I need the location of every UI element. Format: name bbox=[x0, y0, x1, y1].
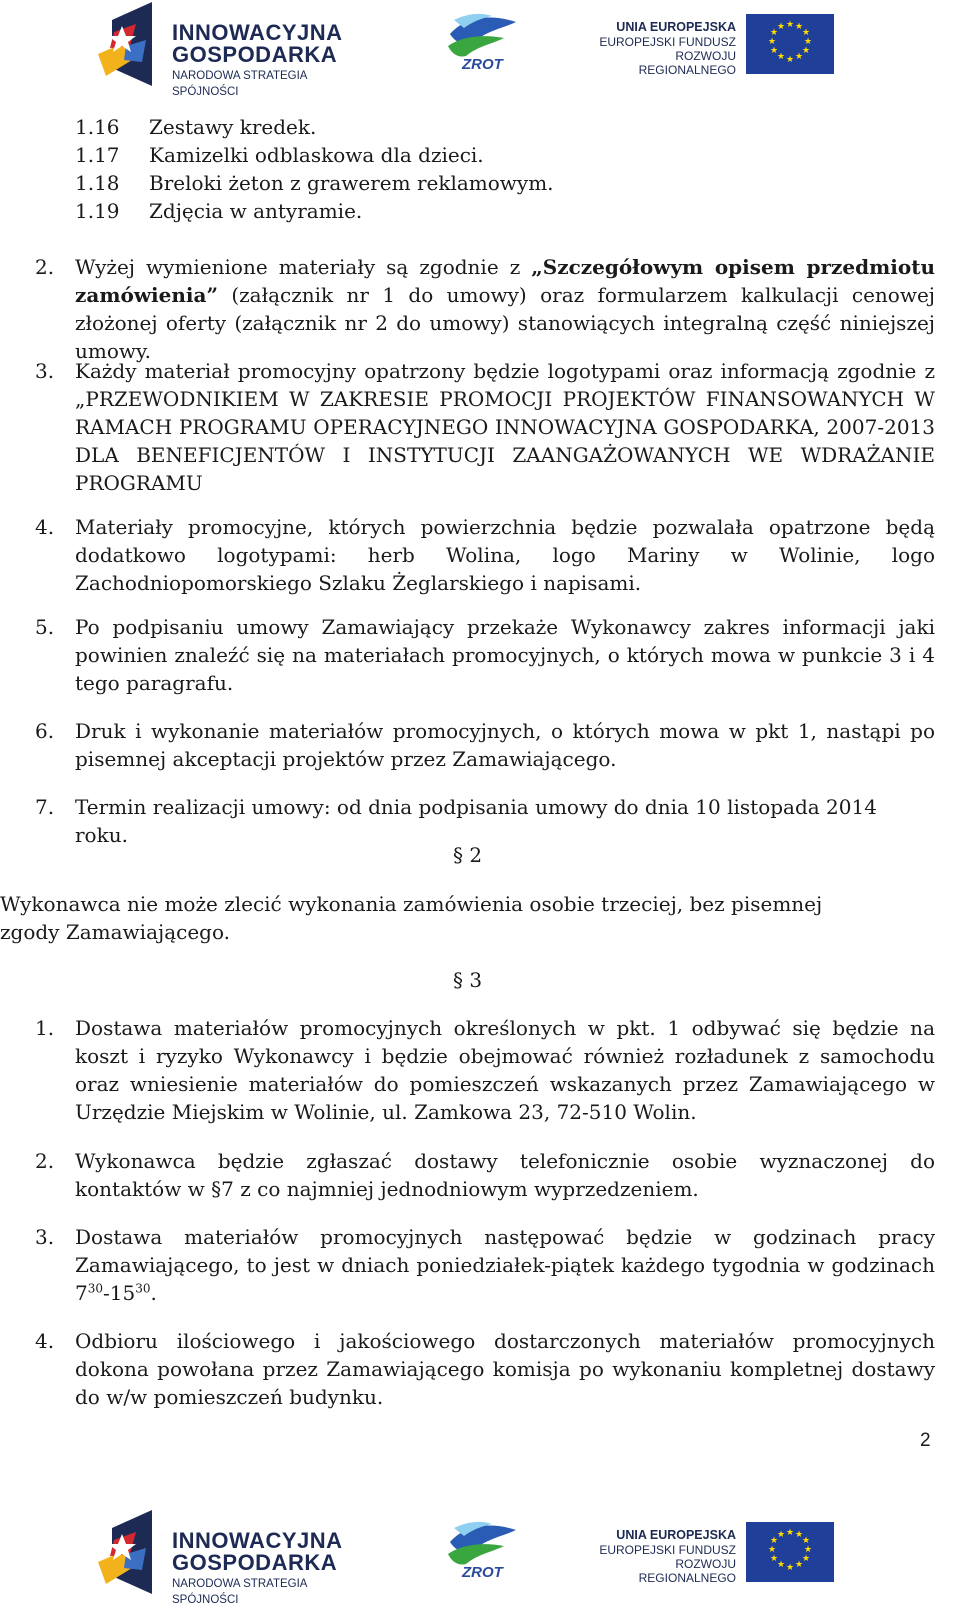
svg-text:★: ★ bbox=[776, 22, 786, 32]
innowacyjna-gospodarka-emblem-icon bbox=[96, 2, 166, 88]
zrot-logo-text: ZROT bbox=[462, 56, 503, 73]
svg-text:★: ★ bbox=[767, 37, 777, 47]
list-item: 1.19 Zdjęcia w antyramie. bbox=[75, 199, 363, 223]
svg-text:★: ★ bbox=[803, 37, 813, 47]
zrot-logo bbox=[444, 12, 522, 78]
svg-text:★: ★ bbox=[801, 1536, 811, 1546]
section-3-heading: § 3 bbox=[453, 968, 483, 992]
eu-logo-line2: EUROPEJSKI FUNDUSZ bbox=[599, 1543, 736, 1557]
bold-reference: „Szczegółowym opisem przedmiotu zamówienia” bbox=[75, 255, 935, 307]
list-item: 2. Wykonawca będzie zgłaszać dostawy telefonicznie osobie wyznaczonej do kontaktów w §7 z co najmniej jednodniowym wyprzedzeniem. bbox=[35, 1149, 935, 1201]
svg-text:★: ★ bbox=[769, 1536, 779, 1546]
ig-logo-line3: NARODOWA STRATEGIA SPÓJNOŚCI bbox=[172, 70, 307, 98]
list-item: 1. Dostawa materiałów promocyjnych określonych w pkt. 1 odbywać się będzie na koszt i ryzyko Wykonawcy i będzie obejmować również rozładunek z samochodu oraz wniesienie materiałów do pomieszczeń wskazanych przez Zamawiającego w Urzędzie Miejskim w Wolinie, ul. Zamkowa 23, 72-510 Wolin. bbox=[35, 1016, 935, 1124]
svg-text:★: ★ bbox=[769, 28, 779, 38]
zrot-logo bbox=[444, 1520, 522, 1586]
svg-text:★: ★ bbox=[767, 1545, 777, 1555]
svg-text:★: ★ bbox=[785, 55, 795, 65]
innowacyjna-gospodarka-logo bbox=[96, 1510, 376, 1606]
list-item: 1.17 Kamizelki odblaskowa dla dzieci. bbox=[75, 143, 484, 167]
list-item: 3. Dostawa materiałów promocyjnych następować będzie w godzinach pracy Zamawiającego, to jest w dniach poniedziałek-piątek każdego tygodnia w godzinach $7^{30}-15^{30}$. bbox=[35, 1225, 935, 1305]
svg-text:★: ★ bbox=[769, 1554, 779, 1564]
svg-text:★: ★ bbox=[801, 46, 811, 56]
svg-text:★: ★ bbox=[794, 52, 804, 62]
list-item: 3. Każdy materiał promocyjny opatrzony będzie logotypami oraz informacją zgodnie z „PRZEWODNIKIEM W ZAKRESIE PROMOCJI PROJEKTÓW FINANSOWANYCH W RAMACH PROGRAMU OPERACYJNEGO INNOWACYJNA GOSPODARKA, 2007-2013 DLA BENEFICJENTÓW I INSTYTUCJI ZAANGAŻOWANYCH WE WDRAŻANIE PROGRAMU bbox=[35, 359, 935, 495]
ig-logo-line1: INNOWACYJNA bbox=[172, 20, 343, 45]
svg-text:★: ★ bbox=[794, 1560, 804, 1570]
ig-logo-line2: GOSPODARKA bbox=[172, 42, 338, 67]
eu-logo-line1: UNIA EUROPEJSKA bbox=[616, 1528, 736, 1542]
svg-text:★: ★ bbox=[776, 52, 786, 62]
ig-logo-line3: NARODOWA STRATEGIA SPÓJNOŚCI bbox=[172, 1578, 307, 1606]
list-item: 6. Druk i wykonanie materiałów promocyjnych, o których mowa w pkt 1, nastąpi po pisemnej akceptacji projektów przez Zamawiającego. bbox=[35, 719, 935, 771]
list-item: 1.16 Zestawy kredek. bbox=[75, 115, 317, 139]
svg-text:★: ★ bbox=[785, 1528, 795, 1538]
svg-text:★: ★ bbox=[769, 46, 779, 56]
list-item: 7. Termin realizacji umowy: od dnia podpisania umowy do dnia 10 listopada 2014 roku. bbox=[35, 795, 877, 847]
eu-logo bbox=[588, 1522, 838, 1584]
eu-logo-line2: EUROPEJSKI FUNDUSZ bbox=[599, 35, 736, 49]
svg-text:★: ★ bbox=[803, 1545, 813, 1555]
eu-logo-line3: ROZWOJU REGIONALNEGO bbox=[638, 1557, 736, 1585]
eu-flag-icon bbox=[746, 14, 834, 74]
list-item: 1.18 Breloki żeton z grawerem reklamowym. bbox=[75, 171, 554, 195]
eu-logo-line3: ROZWOJU REGIONALNEGO bbox=[638, 49, 736, 77]
footer-logos bbox=[0, 1508, 960, 1606]
innowacyjna-gospodarka-logo bbox=[96, 2, 376, 98]
innowacyjna-gospodarka-emblem-icon bbox=[96, 1510, 166, 1596]
svg-text:★: ★ bbox=[785, 20, 795, 30]
list-item: 4. Odbioru ilościowego i jakościowego dostarczonych materiałów promocyjnych dokona powołana przez Zamawiającego komisja po wykonaniu kompletnej dostawy do w/w pomieszczeń budynku. bbox=[35, 1329, 935, 1409]
list-item: 5. Po podpisaniu umowy Zamawiający przekaże Wykonawcy zakres informacji jaki powinien znaleźć się na materiałach promocyjnych, o których mowa w punkcie 3 i 4 tego paragrafu. bbox=[35, 615, 935, 695]
section-2-paragraph: Wykonawca nie może zlecić wykonania zamówienia osobie trzeciej, bez pisemnej zgody Zamawiającego. bbox=[0, 892, 823, 944]
eu-flag-icon bbox=[746, 1522, 834, 1582]
ig-logo-line1: INNOWACYJNA bbox=[172, 1528, 343, 1553]
eu-logo-line1: UNIA EUROPEJSKA bbox=[616, 20, 736, 34]
zrot-logo-text: ZROT bbox=[462, 1564, 503, 1581]
section-2-heading: § 2 bbox=[453, 843, 483, 867]
svg-text:★: ★ bbox=[801, 1554, 811, 1564]
eu-logo bbox=[588, 14, 838, 76]
ig-logo-line2: GOSPODARKA bbox=[172, 1550, 338, 1575]
header-logos bbox=[0, 0, 960, 98]
svg-text:★: ★ bbox=[794, 22, 804, 32]
list-item: 2. Wyżej wymienione materiały są zgodnie z „Szczegółowym opisem przedmiotu zamówienia” (załącznik nr 1 do umowy) oraz formularzem kalkulacji cenowej złożonej oferty (załącznik nr 2 do umowy) stanowiących integralną część niniejszej umowy. bbox=[35, 255, 935, 363]
svg-text:★: ★ bbox=[776, 1560, 786, 1570]
page-number: 2 bbox=[920, 1430, 931, 1451]
svg-text:★: ★ bbox=[776, 1530, 786, 1540]
list-item: 4. Materiały promocyjne, których powierzchnia będzie pozwalała opatrzone będą dodatkowo logotypami: herb Wolina, logo Mariny w Wolinie, logo Zachodniopomorskiego Szlaku Żeglarskiego i napisami. bbox=[35, 515, 935, 595]
sublist bbox=[75, 113, 554, 225]
svg-text:★: ★ bbox=[785, 1563, 795, 1573]
svg-text:★: ★ bbox=[794, 1530, 804, 1540]
svg-text:★: ★ bbox=[801, 28, 811, 38]
